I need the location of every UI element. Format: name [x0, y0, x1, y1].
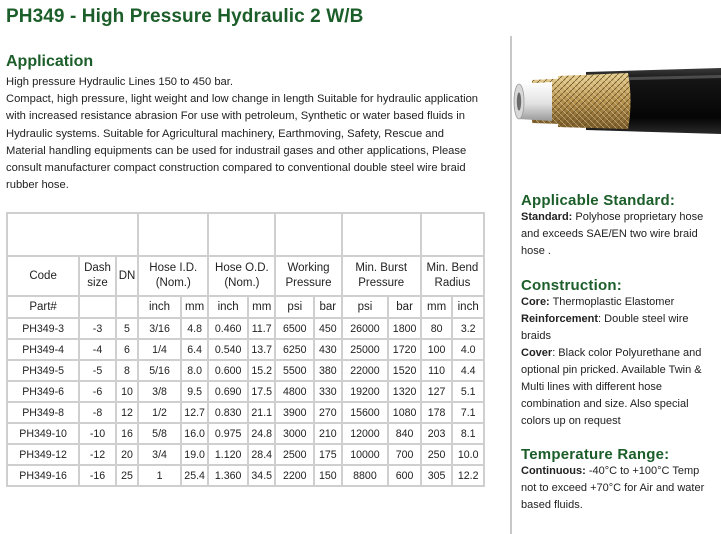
- table-cell: 2200: [275, 465, 314, 486]
- core-label: Core:: [521, 296, 550, 308]
- table-cell: 8: [116, 360, 138, 381]
- core-text: [521, 294, 717, 311]
- part-number-cell: PH349-16: [7, 465, 79, 486]
- reinforcement-label: Reinforcement: [521, 313, 599, 325]
- table-cell: 25000: [342, 339, 389, 360]
- application-line: with increased resistance abrasion For use with petroleum, Synthetic or water based fluids in: [6, 110, 465, 123]
- table-cell: 840: [388, 423, 421, 444]
- table-cell: 21.1: [248, 402, 275, 423]
- application-line: consult manufacturer compact construction compared to conventional double steel wire braid: [6, 162, 466, 175]
- header-blank-cell: [7, 213, 138, 256]
- table-cell: 0.600: [208, 360, 248, 381]
- table-cell: 10: [116, 381, 138, 402]
- table-cell: 3/16: [138, 318, 181, 339]
- unit-blank: [116, 296, 138, 318]
- table-cell: 270: [314, 402, 341, 423]
- table-cell: 1.360: [208, 465, 248, 486]
- table-cell: 22000: [342, 360, 389, 381]
- header-blank-row: [7, 213, 484, 256]
- table-cell: 203: [421, 423, 453, 444]
- table-cell: 450: [314, 318, 341, 339]
- table-cell: 12.7: [181, 402, 208, 423]
- unit-cell: mm: [421, 296, 453, 318]
- table-cell: 4.4: [452, 360, 484, 381]
- application-heading: Application: [6, 53, 94, 70]
- unit-cell: inch: [452, 296, 484, 318]
- table-cell: 1800: [388, 318, 421, 339]
- hose-illustration: [512, 66, 721, 138]
- standard-heading: Applicable Standard:: [521, 192, 676, 209]
- application-line: High pressure Hydraulic Lines 150 to 450 bar.: [6, 76, 233, 88]
- unit-cell: inch: [208, 296, 248, 318]
- table-cell: -5: [79, 360, 116, 381]
- table-cell: 1.120: [208, 444, 248, 465]
- table-cell: 25: [116, 465, 138, 486]
- table-cell: 305: [421, 465, 453, 486]
- table-cell: 0.690: [208, 381, 248, 402]
- table-cell: -16: [79, 465, 116, 486]
- table-cell: 13.7: [248, 339, 275, 360]
- unit-cell: mm: [181, 296, 208, 318]
- unit-cell: mm: [248, 296, 275, 318]
- construction-section: [521, 277, 717, 430]
- table-cell: 1080: [388, 402, 421, 423]
- table-cell: 5: [116, 318, 138, 339]
- unit-part: Part#: [7, 296, 79, 318]
- table-cell: 110: [421, 360, 453, 381]
- cover-text: [521, 345, 717, 430]
- table-cell: 430: [314, 339, 341, 360]
- table-cell: 9.5: [181, 381, 208, 402]
- table-cell: 12: [116, 402, 138, 423]
- table-row: [7, 318, 484, 339]
- table-cell: 1: [138, 465, 181, 486]
- spec-table: [6, 212, 485, 487]
- standard-label: Standard:: [521, 211, 573, 223]
- table-cell: 26000: [342, 318, 389, 339]
- table-cell: 8.1: [452, 423, 484, 444]
- header-min-bend: Min. Bend Radius: [421, 256, 484, 296]
- table-cell: 17.5: [248, 381, 275, 402]
- table-cell: 3/8: [138, 381, 181, 402]
- page-title: PH349 - High Pressure Hydraulic 2 W/B: [6, 6, 364, 27]
- table-cell: 5500: [275, 360, 314, 381]
- table-cell: 34.5: [248, 465, 275, 486]
- application-description: [6, 74, 504, 194]
- table-cell: 28.4: [248, 444, 275, 465]
- table-cell: 700: [388, 444, 421, 465]
- temperature-label: Continuous:: [521, 465, 586, 477]
- unit-row: [7, 296, 484, 318]
- construction-heading: Construction:: [521, 277, 622, 294]
- core-value: Thermoplastic Elastomer: [549, 296, 675, 308]
- table-cell: 3900: [275, 402, 314, 423]
- table-cell: 24.8: [248, 423, 275, 444]
- header-row: [7, 256, 484, 296]
- table-cell: 1520: [388, 360, 421, 381]
- part-number-cell: PH349-8: [7, 402, 79, 423]
- table-cell: 127: [421, 381, 453, 402]
- table-cell: -10: [79, 423, 116, 444]
- table-cell: 3.2: [452, 318, 484, 339]
- table-cell: 6: [116, 339, 138, 360]
- standard-section: [521, 192, 717, 260]
- table-cell: 15.2: [248, 360, 275, 381]
- table-cell: 12000: [342, 423, 389, 444]
- table-cell: 3000: [275, 423, 314, 444]
- table-cell: 0.540: [208, 339, 248, 360]
- table-cell: 8800: [342, 465, 389, 486]
- table-cell: 4800: [275, 381, 314, 402]
- table-cell: 25.4: [181, 465, 208, 486]
- header-hose-od: Hose O.D. (Nom.): [208, 256, 275, 296]
- table-cell: 19.0: [181, 444, 208, 465]
- table-cell: 330: [314, 381, 341, 402]
- table-cell: 7.1: [452, 402, 484, 423]
- application-line: rubber hose.: [6, 179, 69, 192]
- unit-cell: bar: [314, 296, 341, 318]
- header-blank-cell: [138, 213, 208, 256]
- table-cell: 100: [421, 339, 453, 360]
- part-number-cell: PH349-5: [7, 360, 79, 381]
- table-cell: 16.0: [181, 423, 208, 444]
- table-cell: 1720: [388, 339, 421, 360]
- table-cell: 0.460: [208, 318, 248, 339]
- table-cell: -4: [79, 339, 116, 360]
- header-min-burst: Min. Burst Pressure: [342, 256, 421, 296]
- table-cell: 5/8: [138, 423, 181, 444]
- table-cell: -6: [79, 381, 116, 402]
- temperature-text: [521, 463, 717, 514]
- table-cell: 3/4: [138, 444, 181, 465]
- table-cell: 6250: [275, 339, 314, 360]
- part-number-cell: PH349-12: [7, 444, 79, 465]
- reinforcement-value: : Double steel wire braids: [521, 313, 689, 342]
- spec-table-body: [7, 318, 484, 486]
- unit-cell: inch: [138, 296, 181, 318]
- table-cell: 5.1: [452, 381, 484, 402]
- table-cell: 210: [314, 423, 341, 444]
- header-dash-size: Dash size: [79, 256, 116, 296]
- table-cell: 2500: [275, 444, 314, 465]
- standard-text: [521, 209, 717, 260]
- unit-cell: psi: [342, 296, 389, 318]
- part-number-cell: PH349-10: [7, 423, 79, 444]
- table-cell: 15600: [342, 402, 389, 423]
- table-cell: -3: [79, 318, 116, 339]
- table-cell: 11.7: [248, 318, 275, 339]
- table-row: [7, 381, 484, 402]
- header-blank-cell: [421, 213, 484, 256]
- unit-cell: bar: [388, 296, 421, 318]
- table-cell: 250: [421, 444, 453, 465]
- application-line: Compact, high pressure, light weight and low change in length Suitable for hydraulic application: [6, 93, 479, 106]
- table-cell: 8.0: [181, 360, 208, 381]
- table-cell: 4.8: [181, 318, 208, 339]
- header-blank-cell: [275, 213, 341, 256]
- header-working-pressure: Working Pressure: [275, 256, 341, 296]
- table-cell: -12: [79, 444, 116, 465]
- table-cell: 20: [116, 444, 138, 465]
- temperature-heading: Temperature Range:: [521, 446, 670, 463]
- table-cell: 0.830: [208, 402, 248, 423]
- header-blank-cell: [208, 213, 275, 256]
- application-line: Material handling equipments can be used for industrail gases and other applications, Please: [6, 144, 467, 157]
- table-cell: 380: [314, 360, 341, 381]
- table-cell: -8: [79, 402, 116, 423]
- table-cell: 1320: [388, 381, 421, 402]
- table-cell: 5/16: [138, 360, 181, 381]
- part-number-cell: PH349-3: [7, 318, 79, 339]
- table-row: [7, 465, 484, 486]
- table-cell: 10000: [342, 444, 389, 465]
- table-cell: 19200: [342, 381, 389, 402]
- table-cell: 0.975: [208, 423, 248, 444]
- unit-cell: psi: [275, 296, 314, 318]
- table-cell: 6500: [275, 318, 314, 339]
- header-code: Code: [7, 256, 79, 296]
- table-cell: 175: [314, 444, 341, 465]
- header-blank-cell: [342, 213, 421, 256]
- cover-value: : Black color Polyurethane and optional pin pricked. Available Twin & Multi lines with different hose combination and size. Also special colors up on request: [521, 347, 702, 427]
- table-cell: 150: [314, 465, 341, 486]
- table-row: [7, 360, 484, 381]
- temperature-value: -40°C to +100°C Temp not to exceed +70°C for Air and water based fluids.: [521, 465, 705, 511]
- standard-value: Polyhose proprietary hose and exceeds SAE/EN two wire braid hose .: [521, 211, 704, 257]
- temperature-section: [521, 446, 717, 514]
- table-cell: 16: [116, 423, 138, 444]
- table-cell: 600: [388, 465, 421, 486]
- cover-label: Cover: [521, 347, 553, 359]
- table-cell: 4.0: [452, 339, 484, 360]
- unit-blank: [79, 296, 116, 318]
- part-number-cell: PH349-4: [7, 339, 79, 360]
- table-cell: 10.0: [452, 444, 484, 465]
- table-row: [7, 444, 484, 465]
- table-cell: 178: [421, 402, 453, 423]
- table-row: [7, 402, 484, 423]
- table-cell: 80: [421, 318, 453, 339]
- header-dn: DN: [116, 256, 138, 296]
- table-cell: 1/4: [138, 339, 181, 360]
- header-hose-id: Hose I.D. (Nom.): [138, 256, 208, 296]
- table-cell: 12.2: [452, 465, 484, 486]
- part-number-cell: PH349-6: [7, 381, 79, 402]
- table-cell: 1/2: [138, 402, 181, 423]
- reinforcement-text: [521, 311, 717, 345]
- table-cell: 6.4: [181, 339, 208, 360]
- table-row: [7, 423, 484, 444]
- application-line: Hydraulic systems. Suitable for Agricultural machinery, Earthmoving, Safety, Rescue and: [6, 127, 444, 140]
- table-row: [7, 339, 484, 360]
